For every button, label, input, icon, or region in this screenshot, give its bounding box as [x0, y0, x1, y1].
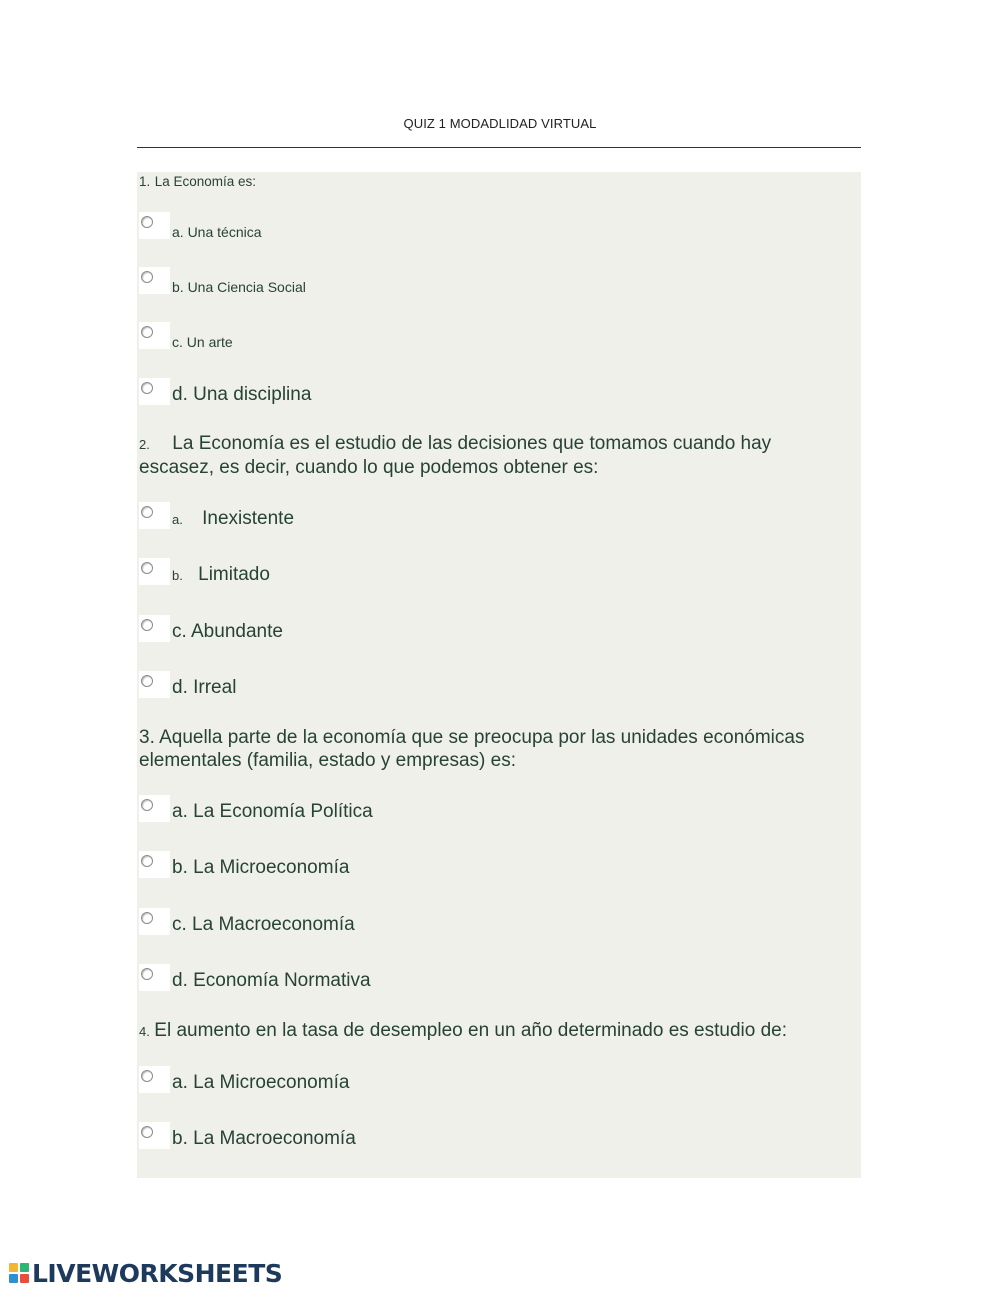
logo-square — [20, 1263, 29, 1272]
option-label: a. La Microeconomía — [172, 1072, 350, 1093]
radio-button[interactable] — [141, 619, 153, 631]
question-number: 1. — [139, 174, 151, 189]
q1-option-c[interactable] — [139, 322, 839, 352]
option-label: Inexistente — [202, 508, 295, 529]
question-text: El aumento en la tasa de desempleo en un año determinado es estudio de: — [154, 1020, 788, 1041]
option-label: d. Una disciplina — [172, 384, 312, 405]
q2-option-d[interactable] — [139, 671, 839, 701]
question-text: La Economía es: — [154, 174, 257, 189]
q3-option-a[interactable] — [139, 795, 839, 825]
quiz-title: QUIZ 1 MODADLIDAD VIRTUAL — [403, 116, 597, 131]
logo-text: LIVEWORKSHEETS — [32, 1258, 283, 1288]
question-text-continued: elementales (familia, estado y empresas) es: — [139, 750, 516, 771]
question-text-continued: escasez, es decir, cuando lo que podemos obtener es: — [139, 457, 599, 478]
title-divider — [137, 147, 861, 148]
q1-option-a[interactable] — [139, 212, 839, 242]
radio-button[interactable] — [141, 216, 153, 228]
option-label: Limitado — [198, 564, 270, 585]
q1-option-d[interactable] — [139, 378, 839, 408]
q1-option-b[interactable] — [139, 267, 839, 297]
option-label: c. La Macroeconomía — [172, 914, 355, 935]
radio-button[interactable] — [141, 326, 153, 338]
radio-button[interactable] — [141, 506, 153, 518]
q4-option-b[interactable] — [139, 1122, 839, 1152]
question-2 — [139, 432, 839, 479]
q2-option-a[interactable] — [139, 502, 839, 532]
option-prefix: b. — [172, 568, 183, 583]
option-label: c. Abundante — [172, 621, 283, 642]
radio-button[interactable] — [141, 1126, 153, 1138]
question-number: 2. — [139, 437, 150, 452]
q4-option-a[interactable] — [139, 1066, 839, 1096]
question-text: 3. Aquella parte de la economía que se preocupa por las unidades económicas — [139, 727, 805, 748]
radio-button[interactable] — [141, 675, 153, 687]
question-3 — [139, 726, 839, 772]
radio-button[interactable] — [141, 855, 153, 867]
option-label: c. Un arte — [172, 334, 233, 350]
option-prefix: a. — [172, 512, 183, 527]
radio-button[interactable] — [141, 968, 153, 980]
logo-square — [9, 1263, 18, 1272]
option-label: b. La Macroeconomía — [172, 1128, 356, 1149]
option-label: d. Irreal — [172, 677, 237, 698]
radio-button[interactable] — [141, 912, 153, 924]
question-4 — [139, 1019, 839, 1043]
option-label: a. Una técnica — [172, 224, 262, 240]
question-1 — [139, 170, 839, 193]
radio-button[interactable] — [141, 271, 153, 283]
logo-square — [9, 1274, 18, 1283]
radio-button[interactable] — [141, 562, 153, 574]
option-label: d. Economía Normativa — [172, 970, 371, 991]
radio-button[interactable] — [141, 1070, 153, 1082]
option-label: b. La Microeconomía — [172, 857, 350, 878]
logo-square — [20, 1274, 29, 1283]
q2-option-b[interactable] — [139, 558, 839, 588]
logo-mark-icon — [9, 1263, 29, 1283]
liveworksheets-logo[interactable] — [9, 1258, 282, 1288]
option-label: b. Una Ciencia Social — [172, 279, 306, 295]
q3-option-d[interactable] — [139, 964, 839, 994]
radio-button[interactable] — [141, 799, 153, 811]
option-label: a. La Economía Política — [172, 801, 373, 822]
q3-option-c[interactable] — [139, 908, 839, 938]
q3-option-b[interactable] — [139, 851, 839, 881]
question-number: 4. — [139, 1024, 150, 1039]
q2-option-c[interactable] — [139, 615, 839, 645]
question-text: La Economía es el estudio de las decisiones que tomamos cuando hay — [172, 433, 772, 454]
radio-button[interactable] — [141, 382, 153, 394]
